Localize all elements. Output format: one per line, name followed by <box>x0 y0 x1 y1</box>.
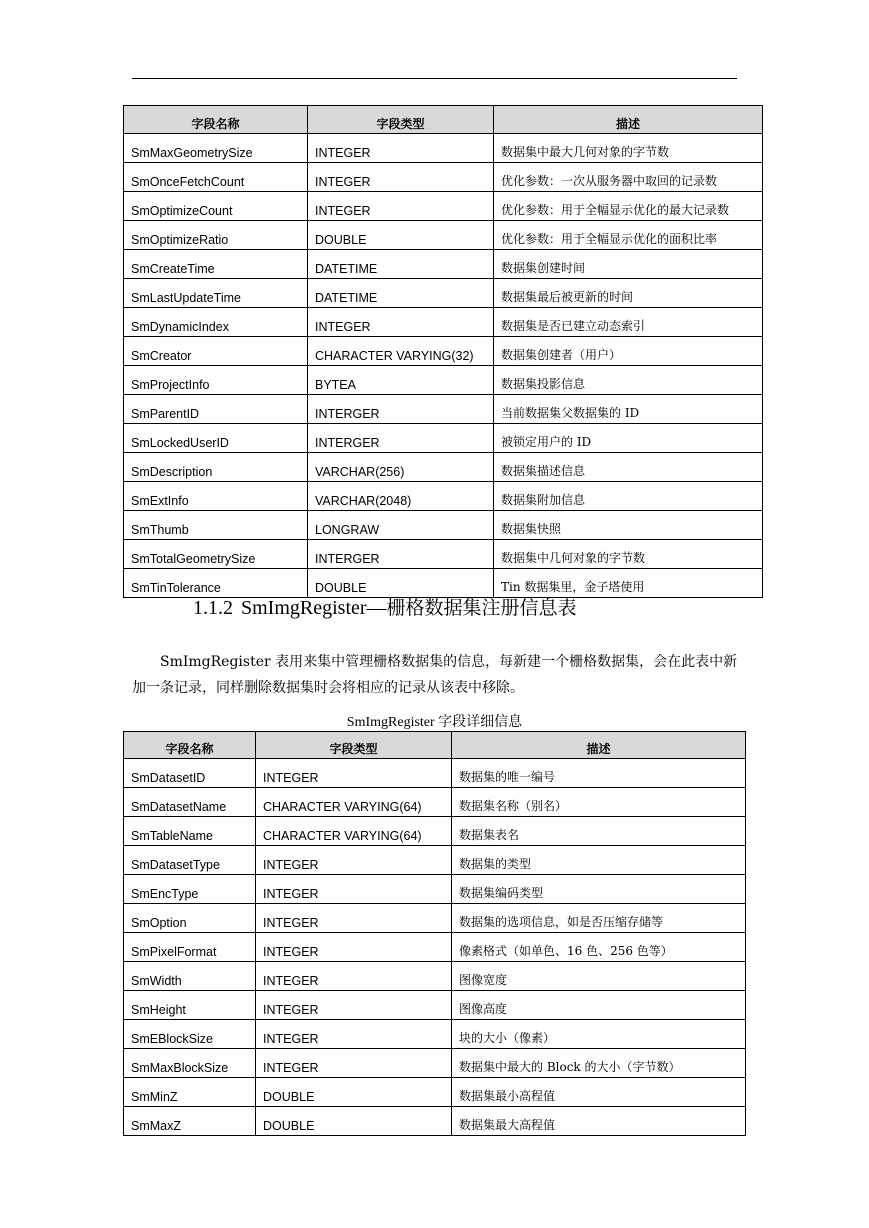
column-header-field-name: 字段名称 <box>124 732 256 759</box>
table-header-row <box>124 106 763 134</box>
field-name-cell: SmParentID <box>124 395 308 424</box>
field-type-cell: DOUBLE <box>308 221 494 250</box>
field-name-cell: SmOptimizeCount <box>124 192 308 221</box>
field-name-cell: SmOnceFetchCount <box>124 163 308 192</box>
field-name-cell: SmTableName <box>124 817 256 846</box>
column-header-description: 描述 <box>452 732 746 759</box>
section-number: 1.1.2 <box>193 597 233 619</box>
description-cell: 图像高度 <box>452 991 746 1020</box>
field-type-cell: CHARACTER VARYING(32) <box>308 337 494 366</box>
column-header-description: 描述 <box>494 106 763 134</box>
description-cell: 数据集的选项信息，如是否压缩存储等 <box>452 904 746 933</box>
field-name-cell: SmMaxZ <box>124 1107 256 1136</box>
description-cell: 数据集描述信息 <box>494 453 763 482</box>
field-type-cell: DATETIME <box>308 279 494 308</box>
description-cell: 数据集中最大的 Block 的大小（字节数） <box>452 1049 746 1078</box>
table-row <box>124 1020 746 1049</box>
field-type-cell: DATETIME <box>308 250 494 279</box>
field-name-cell: SmPixelFormat <box>124 933 256 962</box>
section-heading <box>193 593 577 620</box>
field-name-cell: SmDynamicIndex <box>124 308 308 337</box>
description-cell: 数据集编码类型 <box>452 875 746 904</box>
table-row <box>124 424 763 453</box>
field-name-cell: SmMinZ <box>124 1078 256 1107</box>
field-type-cell: VARCHAR(2048) <box>308 482 494 511</box>
table-row <box>124 1107 746 1136</box>
field-type-cell: INTEGER <box>256 904 452 933</box>
table-row <box>124 192 763 221</box>
description-cell: 当前数据集父数据集的 ID <box>494 395 763 424</box>
table-row <box>124 1078 746 1107</box>
field-name-cell: SmDatasetType <box>124 846 256 875</box>
field-type-cell: INTEGER <box>308 192 494 221</box>
description-cell: 数据集的唯一编号 <box>452 759 746 788</box>
field-name-cell: SmExtInfo <box>124 482 308 511</box>
description-cell: 数据集是否已建立动态索引 <box>494 308 763 337</box>
description-cell: 数据集中几何对象的字节数 <box>494 540 763 569</box>
section-title-chinese: 栅格数据集注册信息表 <box>386 597 577 619</box>
table-row <box>124 366 763 395</box>
description-cell: 图像宽度 <box>452 962 746 991</box>
field-type-cell: VARCHAR(256) <box>308 453 494 482</box>
table-row <box>124 759 746 788</box>
table-row <box>124 962 746 991</box>
description-cell: 数据集的类型 <box>452 846 746 875</box>
table-caption: SmImgRegister 字段详细信息 <box>346 715 523 730</box>
field-name-cell: SmTinTolerance <box>124 569 308 598</box>
description-cell: 数据集创建时间 <box>494 250 763 279</box>
section-title-dash: — <box>366 597 387 619</box>
field-name-cell: SmEBlockSize <box>124 1020 256 1049</box>
field-name-cell: SmMaxGeometrySize <box>124 134 308 163</box>
table-row <box>124 540 763 569</box>
table-row <box>124 933 746 962</box>
description-cell: 被锁定用户的 ID <box>494 424 763 453</box>
section-title-latin: SmImgRegister <box>241 597 367 619</box>
description-cell: Tin 数据集里，金子塔使用 <box>494 569 763 598</box>
field-type-cell: INTERGER <box>308 540 494 569</box>
table-row <box>124 788 746 817</box>
field-name-cell: SmDatasetName <box>124 788 256 817</box>
field-type-cell: INTEGER <box>256 991 452 1020</box>
description-cell: 数据集创建者（用户） <box>494 337 763 366</box>
field-type-cell: CHARACTER VARYING(64) <box>256 788 452 817</box>
field-name-cell: SmDescription <box>124 453 308 482</box>
table-row <box>124 482 763 511</box>
field-name-cell: SmTotalGeometrySize <box>124 540 308 569</box>
field-name-cell: SmCreator <box>124 337 308 366</box>
field-type-cell: INTEGER <box>256 962 452 991</box>
field-table-img-register <box>123 731 746 1136</box>
description-cell: 优化参数：用于全幅显示优化的最大记录数 <box>494 192 763 221</box>
table-row <box>124 846 746 875</box>
table-row <box>124 250 763 279</box>
field-type-cell: BYTEA <box>308 366 494 395</box>
table-row <box>124 453 763 482</box>
field-type-cell: INTEGER <box>256 875 452 904</box>
description-cell: 数据集最后被更新的时间 <box>494 279 763 308</box>
description-cell: 数据集名称（别名） <box>452 788 746 817</box>
field-type-cell: DOUBLE <box>256 1107 452 1136</box>
table-body <box>124 759 746 1136</box>
description-cell: 优化参数：用于全幅显示优化的面积比率 <box>494 221 763 250</box>
field-name-cell: SmHeight <box>124 991 256 1020</box>
description-cell: 数据集附加信息 <box>494 482 763 511</box>
table-row <box>124 875 746 904</box>
description-cell: 数据集中最大几何对象的字节数 <box>494 134 763 163</box>
field-name-cell: SmOptimizeRatio <box>124 221 308 250</box>
field-type-cell: DOUBLE <box>308 569 494 598</box>
section-paragraph: SmImgRegister 表用来集中管理栅格数据集的信息，每新建一个栅格数据集，会在此表中新加一条记录，同样删除数据集时会将相应的记录从该表中移除。 <box>132 654 738 696</box>
field-name-cell: SmOption <box>124 904 256 933</box>
table-body <box>124 134 763 598</box>
description-cell: 块的大小（像素） <box>452 1020 746 1049</box>
field-type-cell: INTERGER <box>308 395 494 424</box>
field-name-cell: SmLockedUserID <box>124 424 308 453</box>
table-row <box>124 308 763 337</box>
field-table-dataset-register <box>123 105 763 598</box>
field-type-cell: CHARACTER VARYING(64) <box>256 817 452 846</box>
field-type-cell: INTEGER <box>256 933 452 962</box>
field-type-cell: INTEGER <box>308 308 494 337</box>
field-name-cell: SmDatasetID <box>124 759 256 788</box>
table-row <box>124 163 763 192</box>
description-cell: 像素格式（如单色、16 色、256 色等） <box>452 933 746 962</box>
field-name-cell: SmThumb <box>124 511 308 540</box>
description-cell: 数据集最小高程值 <box>452 1078 746 1107</box>
field-name-cell: SmWidth <box>124 962 256 991</box>
field-type-cell: INTEGER <box>256 1020 452 1049</box>
field-type-cell: INTERGER <box>308 424 494 453</box>
table-row <box>124 134 763 163</box>
field-name-cell: SmEncType <box>124 875 256 904</box>
column-header-field-type: 字段类型 <box>256 732 452 759</box>
column-header-field-type: 字段类型 <box>308 106 494 134</box>
table-row <box>124 817 746 846</box>
description-cell: 数据集最大高程值 <box>452 1107 746 1136</box>
field-type-cell: INTEGER <box>256 846 452 875</box>
table-row <box>124 395 763 424</box>
description-cell: 数据集投影信息 <box>494 366 763 395</box>
field-name-cell: SmMaxBlockSize <box>124 1049 256 1078</box>
field-type-cell: INTEGER <box>256 759 452 788</box>
field-type-cell: INTEGER <box>256 1049 452 1078</box>
table-row <box>124 337 763 366</box>
column-header-field-name: 字段名称 <box>124 106 308 134</box>
field-type-cell: INTEGER <box>308 163 494 192</box>
table-row <box>124 1049 746 1078</box>
field-type-cell: LONGRAW <box>308 511 494 540</box>
description-cell: 优化参数：一次从服务器中取回的记录数 <box>494 163 763 192</box>
field-type-cell: INTEGER <box>308 134 494 163</box>
field-name-cell: SmLastUpdateTime <box>124 279 308 308</box>
table-row <box>124 279 763 308</box>
page-header-rule <box>132 78 737 79</box>
table-row <box>124 221 763 250</box>
table-row <box>124 511 763 540</box>
table-header-row <box>124 732 746 759</box>
description-cell: 数据集快照 <box>494 511 763 540</box>
field-type-cell: DOUBLE <box>256 1078 452 1107</box>
description-cell: 数据集表名 <box>452 817 746 846</box>
table-row <box>124 904 746 933</box>
table-row <box>124 991 746 1020</box>
field-name-cell: SmProjectInfo <box>124 366 308 395</box>
field-name-cell: SmCreateTime <box>124 250 308 279</box>
